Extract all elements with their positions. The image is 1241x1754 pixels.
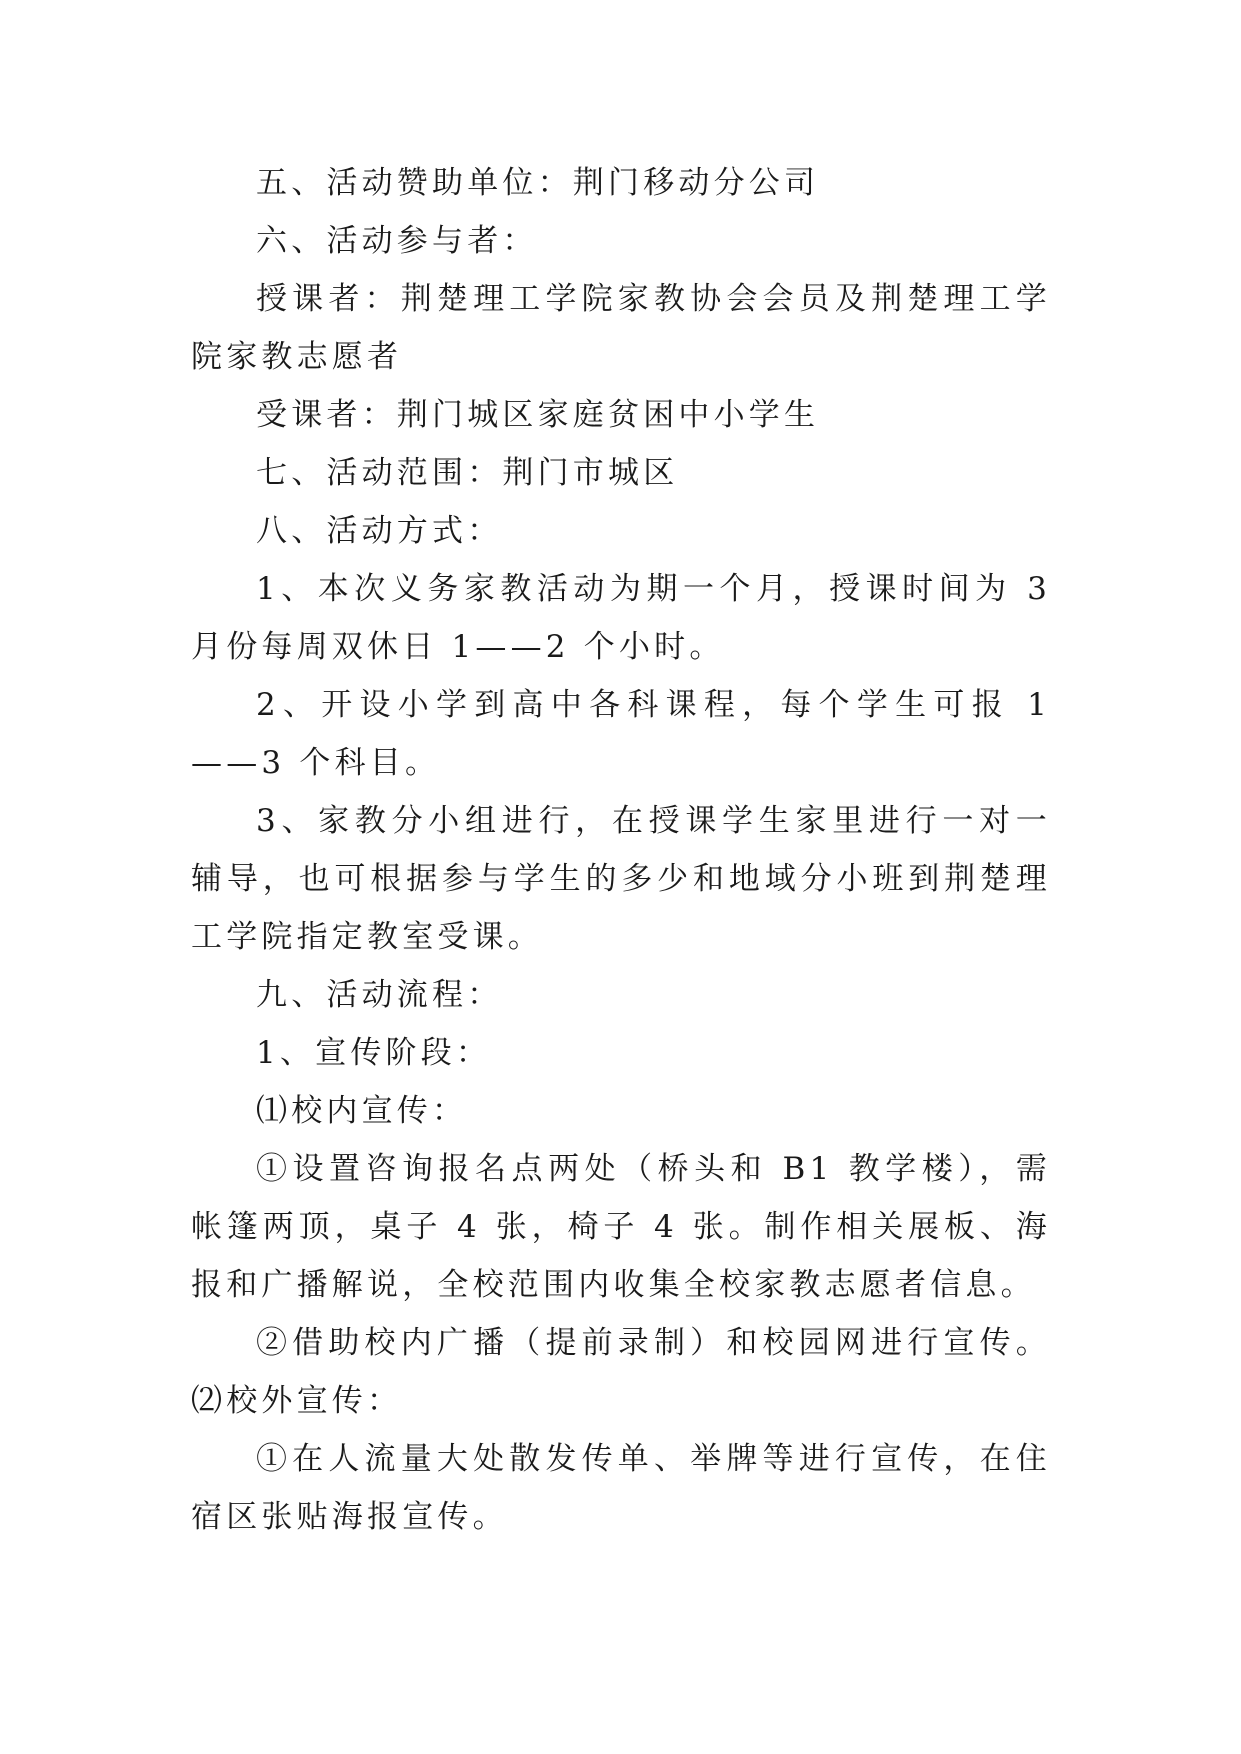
paragraph-method-1: 1、本次义务家教活动为期一个月，授课时间为 3 月份每周双休日 1——2 个小时。 — [191, 571, 1051, 665]
paragraph-participants-heading: 六、活动参与者： — [256, 223, 538, 259]
paragraph-publicity-stage: 1、宣传阶段： — [256, 1035, 492, 1071]
paragraph-method-heading: 八、活动方式： — [256, 513, 503, 549]
paragraph-campus-item-1: ①设置咨询报名点两处（桥头和 B1 教学楼），需帐篷两顶，桌子 4 张，椅子 4 张。制作相关展板、海报和广播解说，全校范围内收集全校家教志愿者信息。 — [191, 1151, 1051, 1303]
paragraph-sponsor: 五、活动赞助单位：荆门移动分公司 — [256, 165, 820, 201]
document-body — [191, 154, 1051, 1546]
paragraph-method-3: 3、家教分小组进行，在授课学生家里进行一对一辅导，也可根据参与学生的多少和地域分小班到荆楚理工学院指定教室受课。 — [191, 803, 1051, 955]
paragraph-campus-publicity: ⑴校内宣传： — [256, 1093, 468, 1129]
paragraph-scope: 七、活动范围：荆门市城区 — [256, 455, 679, 491]
paragraph-campus-item-2: ②借助校内广播（提前录制）和校园网进行宣传。⑵校外宣传： — [191, 1325, 1051, 1419]
paragraph-method-2: 2、开设小学到高中各科课程，每个学生可报 1——3 个科目。 — [191, 687, 1051, 781]
paragraph-offcampus-item-1: ①在人流量大处散发传单、举牌等进行宣传，在住宿区张贴海报宣传。 — [191, 1441, 1051, 1535]
paragraph-process-heading: 九、活动流程： — [256, 977, 503, 1013]
paragraph-students: 受课者：荆门城区家庭贫困中小学生 — [256, 397, 820, 433]
paragraph-teachers: 授课者：荆楚理工学院家教协会会员及荆楚理工学院家教志愿者 — [191, 281, 1051, 375]
